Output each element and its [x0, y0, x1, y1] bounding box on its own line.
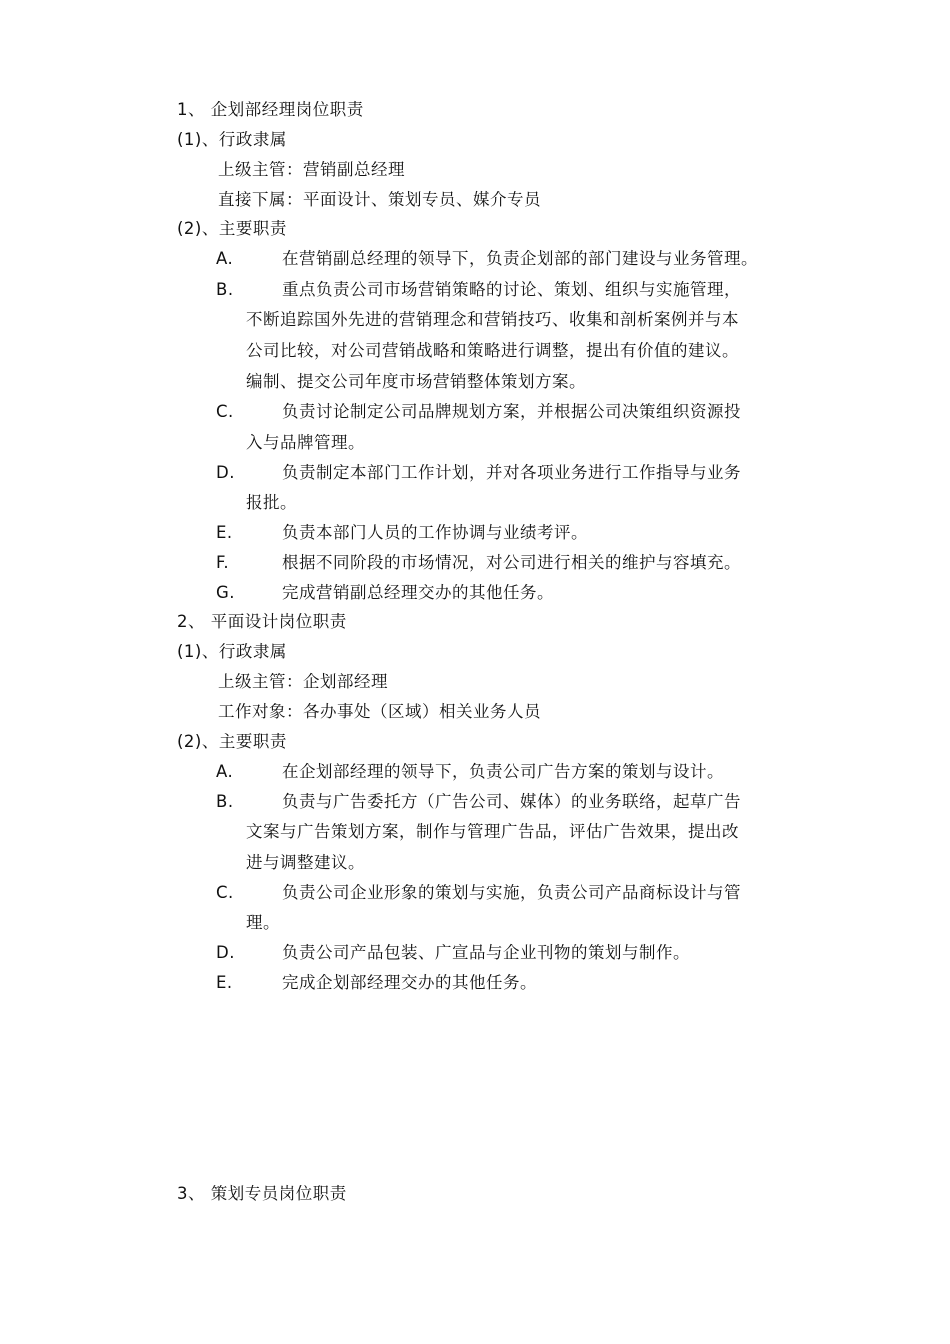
duty-label: C. — [216, 402, 234, 421]
duty-text-continued: 进与调整建议。 — [246, 853, 365, 872]
section-2-work-target: 工作对象：各办事处（区域）相关业务人员 — [218, 702, 541, 721]
section-3-heading: 3、 策划专员岗位职责 — [177, 1184, 347, 1203]
duty-item — [216, 582, 554, 604]
duty-item — [216, 942, 690, 964]
duty-text-continued: 入与品牌管理。 — [246, 433, 365, 452]
duty-label: A. — [216, 249, 234, 268]
section-2-superior: 上级主管：企划部经理 — [218, 672, 388, 691]
duty-text-continued: 报批。 — [246, 493, 297, 512]
duty-label: C. — [216, 883, 234, 902]
duty-text-continued: 文案与广告策划方案，制作与管理广告品，评估广告效果，提出改 — [246, 822, 739, 841]
section-1-admin-title: (1)、行政隶属 — [177, 130, 287, 149]
duty-item — [216, 552, 741, 574]
section-2-heading: 2、 平面设计岗位职责 — [177, 612, 347, 631]
section-1-duties-title: (2)、主要职责 — [177, 219, 287, 238]
duty-text: 在企划部经理的领导下，负责公司广告方案的策划与设计。 — [282, 762, 724, 781]
section-2-admin-title: (1)、行政隶属 — [177, 642, 287, 661]
duty-text: 完成营销副总经理交办的其他任务。 — [282, 583, 554, 602]
duty-text: 负责与广告委托方（广告公司、媒体）的业务联络，起草广告 — [282, 792, 741, 811]
duty-text: 负责制定本部门工作计划，并对各项业务进行工作指导与业务 — [282, 463, 741, 482]
duty-text-continued: 公司比较，对公司营销战略和策略进行调整，提出有价值的建议。 — [246, 341, 739, 360]
duty-label: G. — [216, 583, 236, 602]
section-2-duties-title: (2)、主要职责 — [177, 732, 287, 751]
duty-item — [216, 761, 724, 783]
duty-text-continued: 不断追踪国外先进的营销理念和营销技巧、收集和剖析案例并与本 — [246, 310, 739, 329]
section-1-superior: 上级主管：营销副总经理 — [218, 160, 405, 179]
duty-item — [216, 882, 741, 904]
section-1-subordinates: 直接下属：平面设计、策划专员、媒介专员 — [218, 190, 541, 209]
duty-label: D. — [216, 943, 235, 962]
duty-text: 在营销副总经理的领导下，负责企划部的部门建设与业务管理。 — [282, 249, 758, 268]
duty-label: B. — [216, 792, 234, 811]
duty-text: 完成企划部经理交办的其他任务。 — [282, 973, 537, 992]
duty-label: E. — [216, 523, 233, 542]
duty-label: D. — [216, 463, 235, 482]
duty-text-continued: 理。 — [246, 913, 280, 932]
section-1-heading: 1、 企划部经理岗位职责 — [177, 100, 364, 119]
duty-text: 负责本部门人员的工作协调与业绩考评。 — [282, 523, 588, 542]
duty-label: B. — [216, 280, 234, 299]
duty-label: F. — [216, 553, 230, 572]
duty-item — [216, 279, 741, 301]
duty-item — [216, 248, 758, 270]
duty-text: 负责公司企业形象的策划与实施，负责公司产品商标设计与管 — [282, 883, 741, 902]
duty-text: 重点负责公司市场营销策略的讨论、策划、组织与实施管理， — [282, 280, 741, 299]
duty-item — [216, 522, 588, 544]
duty-label: A. — [216, 762, 234, 781]
duty-text-continued: 编制、提交公司年度市场营销整体策划方案。 — [246, 372, 586, 391]
duty-text: 负责讨论制定公司品牌规划方案，并根据公司决策组织资源投 — [282, 402, 741, 421]
duty-label: E. — [216, 973, 233, 992]
duty-text: 根据不同阶段的市场情况，对公司进行相关的维护与容填充。 — [282, 553, 741, 572]
duty-item — [216, 791, 741, 813]
duty-item — [216, 401, 741, 423]
duty-item — [216, 462, 741, 484]
duty-item — [216, 972, 537, 994]
duty-text: 负责公司产品包装、广宣品与企业刊物的策划与制作。 — [282, 943, 690, 962]
